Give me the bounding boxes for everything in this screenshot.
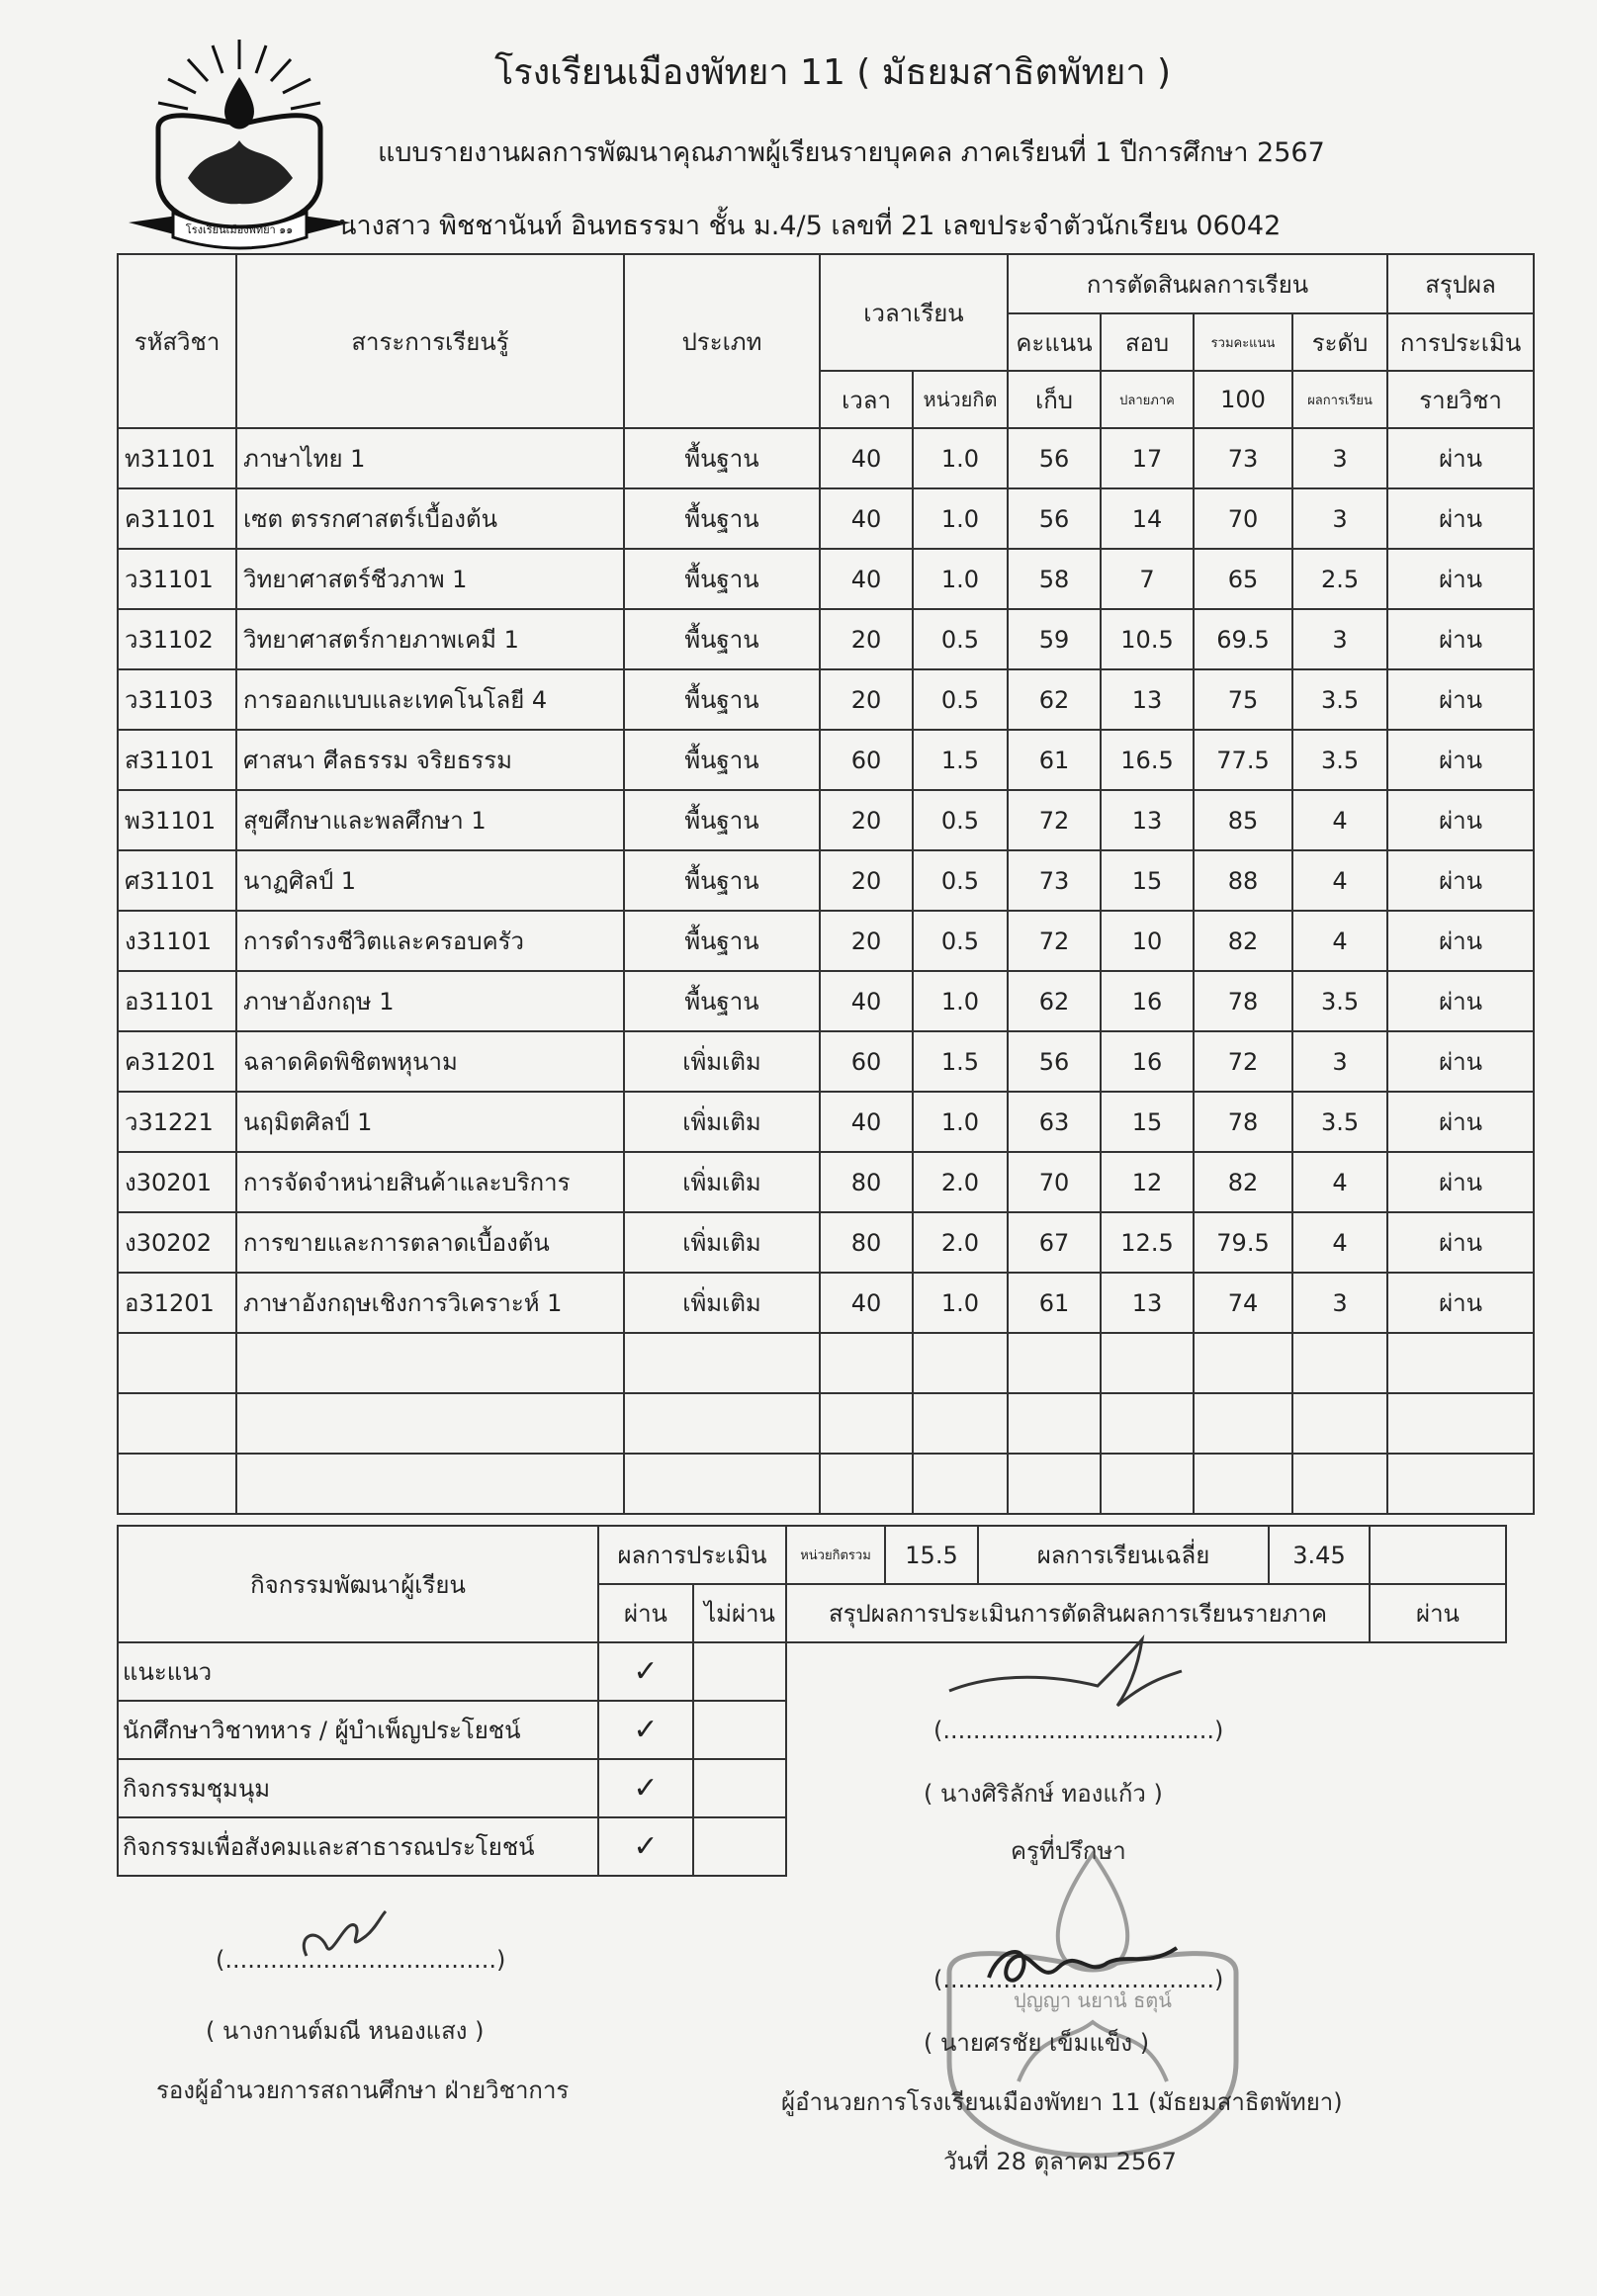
advisor-signature	[939, 1632, 1187, 1730]
cell-total: 79.5	[1194, 1212, 1292, 1273]
table-row	[118, 669, 1534, 730]
cell-total: 78	[1194, 1092, 1292, 1152]
cell-subject: การขายและการตลาดเบื้องต้น	[236, 1212, 624, 1273]
cell-exam: 13	[1101, 790, 1194, 850]
cell-subject: ฉลาดคิดพิชิตพหุนาม	[236, 1031, 624, 1092]
table-row	[118, 488, 1534, 549]
director-signature-line: (....................................)	[933, 1966, 1224, 1993]
cell-grade: 4	[1292, 790, 1387, 850]
cell-hours: 40	[820, 549, 913, 609]
cell-score: 72	[1008, 790, 1101, 850]
activity-pass: ✓	[598, 1701, 693, 1759]
table-row	[118, 730, 1534, 790]
activity-row	[118, 1642, 786, 1701]
cell-subject: นฤมิตศิลป์ 1	[236, 1092, 624, 1152]
header-code: รหัสวิชา	[118, 254, 236, 428]
cell-code: ว31221	[118, 1092, 236, 1152]
header-eval: การประเมิน	[1387, 313, 1534, 371]
cell-credits: 0.5	[913, 669, 1008, 730]
cell-result: ผ่าน	[1387, 669, 1534, 730]
grades-table	[117, 253, 1535, 1515]
cell-grade: 3	[1292, 428, 1387, 488]
cell-type: พื้นฐาน	[624, 609, 820, 669]
cell-total: 73	[1194, 428, 1292, 488]
gpa-extra	[1370, 1526, 1506, 1584]
cell-code: ง31101	[118, 911, 236, 971]
cell-type: พื้นฐาน	[624, 488, 820, 549]
activities-title: กิจกรรมพัฒนาผู้เรียน	[118, 1526, 598, 1642]
cell-grade: 4	[1292, 911, 1387, 971]
total-credits-value: 15.5	[885, 1526, 978, 1584]
cell-result: ผ่าน	[1387, 1212, 1534, 1273]
advisor-role: ครูที่ปรึกษา	[1011, 1837, 1126, 1865]
cell-hours: 40	[820, 1092, 913, 1152]
cell-code: อ31101	[118, 971, 236, 1031]
school-title: โรงเรียนเมืองพัทยา 11 ( มัธยมสาธิตพัทยา )	[494, 52, 1172, 93]
vp-name: ( นางกานต์มณี หนองแสง )	[206, 2017, 485, 2045]
cell-code: ค31101	[118, 488, 236, 549]
cell-total: 74	[1194, 1273, 1292, 1333]
empty-row	[118, 1333, 1534, 1393]
total-credits-label: หน่วยกิตรวม	[786, 1526, 885, 1584]
activity-fail	[693, 1759, 786, 1817]
activity-name: กิจกรรมชุมนุม	[118, 1759, 598, 1817]
activities-pass-header: ผ่าน	[598, 1584, 693, 1642]
header-summary: สรุปผล	[1387, 254, 1534, 313]
cell-subject: ภาษาไทย 1	[236, 428, 624, 488]
table-row	[118, 1031, 1534, 1092]
cell-type: เพิ่มเติม	[624, 1273, 820, 1333]
cell-exam: 15	[1101, 850, 1194, 911]
header-exam-sub: ปลายภาค	[1101, 371, 1194, 428]
activity-fail	[693, 1701, 786, 1759]
cell-subject: ภาษาอังกฤษ 1	[236, 971, 624, 1031]
header-total: รวมคะแนน	[1194, 313, 1292, 371]
logo-caption: โรงเรียนเมืองพัทยา ๑๑	[185, 223, 294, 236]
school-logo	[119, 30, 361, 257]
cell-exam: 17	[1101, 428, 1194, 488]
cell-subject: สุขศึกษาและพลศึกษา 1	[236, 790, 624, 850]
cell-score: 56	[1008, 488, 1101, 549]
cell-grade: 3.5	[1292, 1092, 1387, 1152]
cell-exam: 10	[1101, 911, 1194, 971]
cell-result: ผ่าน	[1387, 609, 1534, 669]
table-row	[118, 850, 1534, 911]
grade-rows	[118, 428, 1534, 1333]
cell-subject: ภาษาอังกฤษเชิงการวิเคราะห์ 1	[236, 1273, 624, 1333]
table-row	[118, 1092, 1534, 1152]
report-title: แบบรายงานผลการพัฒนาคุณภาพผู้เรียนรายบุคคล ภาคเรียนที่ 1 ปีการศึกษา 2567	[378, 137, 1325, 168]
cell-credits: 1.5	[913, 1031, 1008, 1092]
cell-type: พื้นฐาน	[624, 730, 820, 790]
activity-rows	[118, 1642, 786, 1876]
cell-credits: 1.0	[913, 1273, 1008, 1333]
cell-credits: 0.5	[913, 911, 1008, 971]
cell-hours: 80	[820, 1152, 913, 1212]
report-date: วันที่ 28 ตุลาคม 2567	[943, 2148, 1177, 2175]
activity-name: แนะแนว	[118, 1642, 598, 1701]
cell-score: 61	[1008, 1273, 1101, 1333]
activities-fail-header: ไม่ผ่าน	[693, 1584, 786, 1642]
cell-grade: 3	[1292, 1031, 1387, 1092]
cell-grade: 2.5	[1292, 549, 1387, 609]
cell-exam: 12	[1101, 1152, 1194, 1212]
cell-exam: 14	[1101, 488, 1194, 549]
header-eval-sub: รายวิชา	[1387, 371, 1534, 428]
cell-grade: 4	[1292, 1152, 1387, 1212]
cell-credits: 0.5	[913, 850, 1008, 911]
cell-credits: 0.5	[913, 790, 1008, 850]
cell-result: ผ่าน	[1387, 1031, 1534, 1092]
cell-type: เพิ่มเติม	[624, 1031, 820, 1092]
cell-code: ศ31101	[118, 850, 236, 911]
cell-hours: 20	[820, 850, 913, 911]
table-row	[118, 790, 1534, 850]
cell-exam: 12.5	[1101, 1212, 1194, 1273]
cell-exam: 13	[1101, 1273, 1194, 1333]
cell-hours: 40	[820, 1273, 913, 1333]
director-name: ( นายศรชัย เข็มแข็ง )	[924, 2029, 1150, 2057]
header-subject: สาระการเรียนรู้	[236, 254, 624, 428]
cell-type: พื้นฐาน	[624, 428, 820, 488]
cell-grade: 3	[1292, 609, 1387, 669]
activity-name: กิจกรรมเพื่อสังคมและสาธารณประโยชน์	[118, 1817, 598, 1876]
cell-score: 61	[1008, 730, 1101, 790]
table-row	[118, 1152, 1534, 1212]
cell-credits: 1.0	[913, 1092, 1008, 1152]
header-total-sub: 100	[1194, 371, 1292, 428]
cell-credits: 2.0	[913, 1212, 1008, 1273]
table-row	[118, 911, 1534, 971]
cell-hours: 20	[820, 911, 913, 971]
cell-code: ง30202	[118, 1212, 236, 1273]
cell-credits: 1.0	[913, 971, 1008, 1031]
cell-exam: 10.5	[1101, 609, 1194, 669]
empty-row	[118, 1393, 1534, 1454]
table-row	[118, 971, 1534, 1031]
activity-name: นักศึกษาวิชาทหาร / ผู้บำเพ็ญประโยชน์	[118, 1701, 598, 1759]
cell-score: 59	[1008, 609, 1101, 669]
activity-row	[118, 1759, 786, 1817]
advisor-name: ( นางศิริลักษ์ ทองแก้ว )	[924, 1780, 1163, 1808]
cell-type: เพิ่มเติม	[624, 1212, 820, 1273]
cell-exam: 13	[1101, 669, 1194, 730]
cell-hours: 60	[820, 1031, 913, 1092]
header-study-time: เวลาเรียน	[820, 254, 1008, 371]
cell-score: 67	[1008, 1212, 1101, 1273]
cell-subject: นาฏศิลป์ 1	[236, 850, 624, 911]
activity-row	[118, 1817, 786, 1876]
cell-score: 62	[1008, 669, 1101, 730]
activities-eval-header: ผลการประเมิน	[598, 1526, 786, 1584]
cell-type: พื้นฐาน	[624, 549, 820, 609]
cell-subject: วิทยาศาสตร์ชีวภาพ 1	[236, 549, 624, 609]
cell-subject: ศาสนา ศีลธรรม จริยธรรม	[236, 730, 624, 790]
cell-code: ส31101	[118, 730, 236, 790]
table-row	[118, 549, 1534, 609]
header-type: ประเภท	[624, 254, 820, 428]
cell-type: พื้นฐาน	[624, 971, 820, 1031]
header-grade: ระดับ	[1292, 313, 1387, 371]
cell-type: พื้นฐาน	[624, 790, 820, 850]
cell-type: พื้นฐาน	[624, 669, 820, 730]
cell-total: 88	[1194, 850, 1292, 911]
cell-result: ผ่าน	[1387, 488, 1534, 549]
table-row	[118, 609, 1534, 669]
activity-fail	[693, 1642, 786, 1701]
cell-grade: 4	[1292, 1212, 1387, 1273]
cell-type: เพิ่มเติม	[624, 1092, 820, 1152]
empty-row	[118, 1454, 1534, 1514]
cell-subject: วิทยาศาสตร์กายภาพเคมี 1	[236, 609, 624, 669]
header-exam: สอบ	[1101, 313, 1194, 371]
cell-result: ผ่าน	[1387, 549, 1534, 609]
vp-position: รองผู้อำนวยการสถานศึกษา ฝ่ายวิชาการ	[156, 2076, 570, 2104]
semester-result-value: ผ่าน	[1370, 1584, 1506, 1642]
gpa-label: ผลการเรียนเฉลี่ย	[978, 1526, 1269, 1584]
cell-code: ง30201	[118, 1152, 236, 1212]
cell-result: ผ่าน	[1387, 1273, 1534, 1333]
cell-grade: 3	[1292, 1273, 1387, 1333]
cell-total: 82	[1194, 911, 1292, 971]
summary-table	[785, 1525, 1507, 1643]
cell-exam: 16.5	[1101, 730, 1194, 790]
advisor-signature-line: (....................................)	[933, 1717, 1224, 1744]
cell-type: เพิ่มเติม	[624, 1152, 820, 1212]
cell-code: อ31201	[118, 1273, 236, 1333]
cell-result: ผ่าน	[1387, 790, 1534, 850]
header-score: คะแนน	[1008, 313, 1101, 371]
cell-score: 70	[1008, 1152, 1101, 1212]
activity-pass: ✓	[598, 1759, 693, 1817]
cell-total: 82	[1194, 1152, 1292, 1212]
cell-result: ผ่าน	[1387, 730, 1534, 790]
cell-code: ว31102	[118, 609, 236, 669]
cell-grade: 3.5	[1292, 971, 1387, 1031]
cell-score: 72	[1008, 911, 1101, 971]
cell-subject: การออกแบบและเทคโนโลยี 4	[236, 669, 624, 730]
cell-grade: 3	[1292, 488, 1387, 549]
cell-type: พื้นฐาน	[624, 850, 820, 911]
cell-grade: 4	[1292, 850, 1387, 911]
cell-score: 58	[1008, 549, 1101, 609]
cell-code: ค31201	[118, 1031, 236, 1092]
cell-total: 70	[1194, 488, 1292, 549]
student-info: นางสาว พิชชานันท์ อินทธรรมา ชั้น ม.4/5 เลขที่ 21 เลขประจำตัวนักเรียน 06042	[338, 211, 1282, 241]
activity-pass: ✓	[598, 1817, 693, 1876]
cell-result: ผ่าน	[1387, 850, 1534, 911]
cell-result: ผ่าน	[1387, 911, 1534, 971]
cell-hours: 20	[820, 790, 913, 850]
cell-code: พ31101	[118, 790, 236, 850]
header-grade-sub: ผลการเรียน	[1292, 371, 1387, 428]
cell-credits: 1.0	[913, 488, 1008, 549]
cell-score: 56	[1008, 1031, 1101, 1092]
cell-hours: 20	[820, 669, 913, 730]
activities-table	[117, 1525, 787, 1877]
gpa-value: 3.45	[1269, 1526, 1370, 1584]
cell-total: 78	[1194, 971, 1292, 1031]
vp-signature-line: (....................................)	[216, 1946, 506, 1974]
stamp-motto: ปุญญา นยานํ ธตุน์	[1014, 1988, 1172, 2012]
table-row	[118, 428, 1534, 488]
cell-result: ผ่าน	[1387, 1152, 1534, 1212]
cell-score: 63	[1008, 1092, 1101, 1152]
cell-hours: 80	[820, 1212, 913, 1273]
cell-subject: การจัดจำหน่ายสินค้าและบริการ	[236, 1152, 624, 1212]
cell-hours: 40	[820, 488, 913, 549]
cell-subject: เซต ตรรกศาสตร์เบื้องต้น	[236, 488, 624, 549]
cell-credits: 1.0	[913, 428, 1008, 488]
cell-credits: 2.0	[913, 1152, 1008, 1212]
cell-subject: การดำรงชีวิตและครอบครัว	[236, 911, 624, 971]
cell-code: ท31101	[118, 428, 236, 488]
header-hours: เวลา	[820, 371, 913, 428]
header-score-sub: เก็บ	[1008, 371, 1101, 428]
header-judgement: การตัดสินผลการเรียน	[1008, 254, 1387, 313]
cell-score: 62	[1008, 971, 1101, 1031]
cell-code: ว31103	[118, 669, 236, 730]
cell-result: ผ่าน	[1387, 428, 1534, 488]
cell-credits: 1.5	[913, 730, 1008, 790]
cell-total: 69.5	[1194, 609, 1292, 669]
cell-total: 85	[1194, 790, 1292, 850]
activity-pass: ✓	[598, 1642, 693, 1701]
cell-credits: 0.5	[913, 609, 1008, 669]
cell-hours: 60	[820, 730, 913, 790]
table-row	[118, 1273, 1534, 1333]
director-position: ผู้อำนวยการโรงเรียนเมืองพัทยา 11 (มัธยมสาธิตพัทยา)	[781, 2088, 1343, 2116]
cell-result: ผ่าน	[1387, 971, 1534, 1031]
cell-grade: 3.5	[1292, 730, 1387, 790]
table-row	[118, 1212, 1534, 1273]
cell-score: 73	[1008, 850, 1101, 911]
cell-result: ผ่าน	[1387, 1092, 1534, 1152]
cell-exam: 16	[1101, 1031, 1194, 1092]
cell-total: 72	[1194, 1031, 1292, 1092]
header-credits: หน่วยกิต	[913, 371, 1008, 428]
cell-score: 56	[1008, 428, 1101, 488]
cell-exam: 7	[1101, 549, 1194, 609]
cell-type: พื้นฐาน	[624, 911, 820, 971]
cell-total: 75	[1194, 669, 1292, 730]
cell-hours: 20	[820, 609, 913, 669]
cell-exam: 16	[1101, 971, 1194, 1031]
cell-total: 65	[1194, 549, 1292, 609]
cell-hours: 40	[820, 971, 913, 1031]
cell-credits: 1.0	[913, 549, 1008, 609]
cell-total: 77.5	[1194, 730, 1292, 790]
cell-code: ว31101	[118, 549, 236, 609]
cell-exam: 15	[1101, 1092, 1194, 1152]
cell-grade: 3.5	[1292, 669, 1387, 730]
semester-result-label: สรุปผลการประเมินการตัดสินผลการเรียนรายภาค	[786, 1584, 1370, 1642]
activity-row	[118, 1701, 786, 1759]
cell-hours: 40	[820, 428, 913, 488]
activity-fail	[693, 1817, 786, 1876]
